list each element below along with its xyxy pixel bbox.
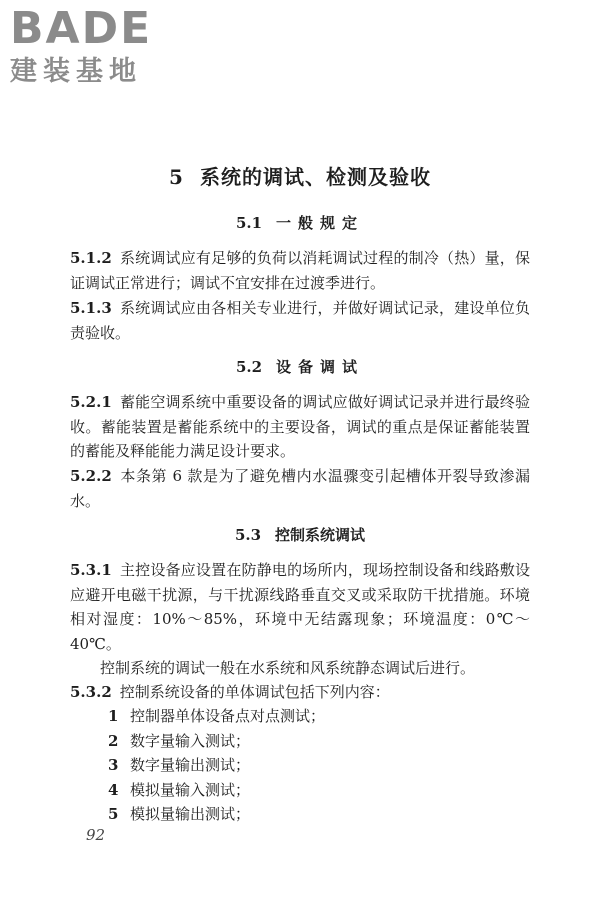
section-heading: [0, 524, 600, 546]
clause-text: 本条第 6 款是为了避免槽内水温骤变引起槽体开裂导致渗漏水。: [70, 467, 530, 510]
list-item: [108, 753, 528, 778]
list-item-number: 1: [108, 707, 119, 725]
list-item-number: 5: [108, 805, 119, 823]
list-item-text: 控制器单体设备点对点测试；: [130, 707, 326, 725]
logo-subtitle: 建装基地: [10, 56, 142, 87]
clause-paragraph: [70, 390, 530, 464]
list-item-text: 数字量输入测试；: [130, 731, 251, 750]
list-item: [108, 729, 528, 754]
logo-wordmark: BADE: [10, 3, 153, 54]
section-number: 5.3: [234, 526, 262, 544]
clause-paragraph: [70, 246, 530, 295]
list-item-text: 模拟量输入测试；: [130, 780, 251, 799]
clause-number: 5.1.3: [70, 299, 112, 317]
page-number: 92: [86, 826, 106, 844]
section-title: 设备调试: [276, 358, 365, 376]
clause-text: 系统调试应有足够的负荷以消耗调试过程的制冷（热）量，保证调试正常进行；调试不宜安排在过渡季进行。: [70, 249, 530, 292]
clause-paragraph: [70, 680, 530, 705]
clause-text: 控制系统设备的单体调试包括下列内容：: [119, 683, 390, 701]
list-item-number: 2: [108, 731, 119, 750]
list-item: [108, 802, 528, 827]
clause-number: 5.2.1: [70, 393, 112, 411]
chapter-number: 5: [169, 165, 184, 189]
clause-number: 5.2.2: [70, 467, 112, 485]
section-title: 一般规定: [276, 214, 365, 232]
section-number: 5.1: [235, 214, 263, 232]
list-item-number: 4: [108, 780, 119, 799]
chapter-title-text: 系统的调试、检测及验收: [199, 165, 431, 189]
clause-paragraph: [70, 656, 530, 681]
clause-text: 控制系统的调试一般在水系统和风系统静态调试后进行。: [100, 659, 476, 677]
clause-paragraph: [70, 558, 530, 656]
list-item-text: 数字量输出测试；: [130, 756, 251, 774]
test-item-list: [108, 704, 528, 827]
clause-paragraph: [70, 464, 530, 513]
section-title: 控制系统调试: [275, 526, 366, 544]
chapter-title: [0, 163, 600, 191]
section-number: 5.2: [235, 358, 263, 376]
section-heading: [0, 212, 600, 234]
list-item-text: 模拟量输出测试；: [130, 805, 251, 823]
list-item-number: 3: [108, 756, 119, 774]
list-item: [108, 704, 528, 729]
list-item: [108, 778, 528, 803]
clause-text: 主控设备应设置在防静电的场所内，现场控制设备和线路敷设应避开电磁干扰源，与干扰源线路垂直交叉或采取防干扰措施。环境相对湿度：10%～85%，环境中无结露现象；环境温度：0℃～40℃。: [70, 561, 530, 653]
clause-text: 系统调试应由各相关专业进行，并做好调试记录，建设单位负责验收。: [70, 299, 530, 342]
clause-paragraph: [70, 296, 530, 345]
brand-logo: [10, 3, 180, 88]
clause-number: 5.3.1: [70, 561, 112, 579]
clause-text: 蓄能空调系统中重要设备的调试应做好调试记录并进行最终验收。蓄能装置是蓄能系统中的主要设备，调试的重点是保证蓄能装置的蓄能及释能能力满足设计要求。: [70, 393, 530, 460]
section-heading: [0, 356, 600, 378]
clause-number: 5.1.2: [70, 249, 112, 267]
clause-number: 5.3.2: [70, 683, 112, 701]
